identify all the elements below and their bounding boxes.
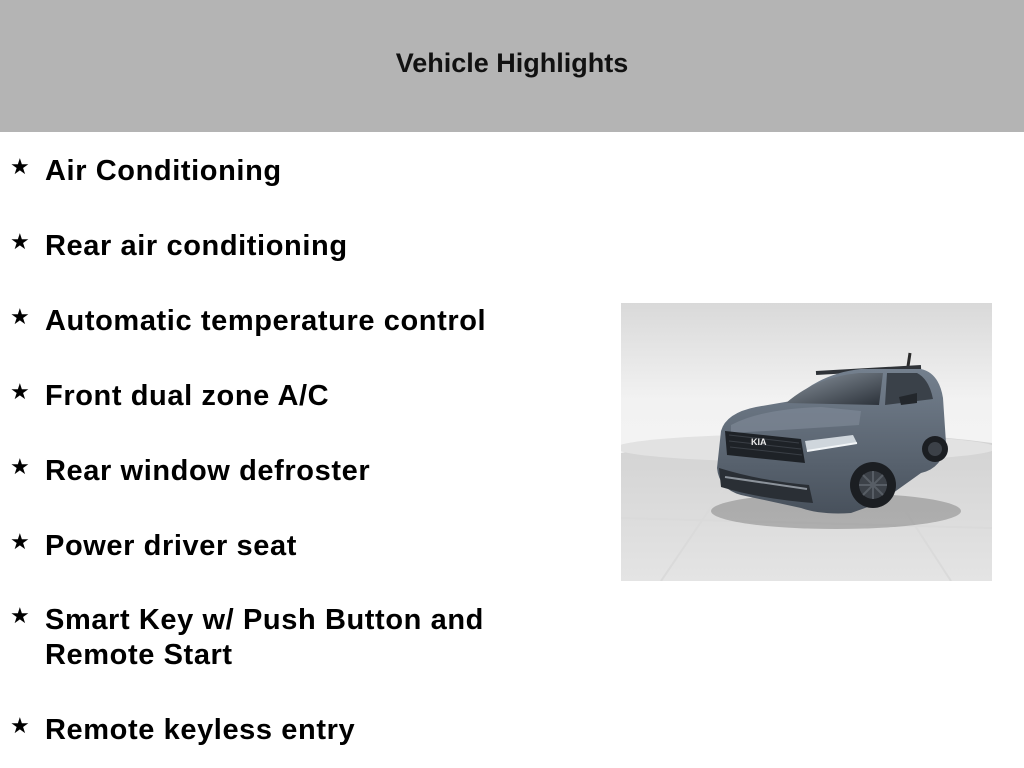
list-item (10, 229, 590, 264)
star-icon: ★ (10, 530, 30, 555)
header-bar (0, 0, 1024, 132)
list-item (10, 454, 590, 489)
feature-label: Power driver seat (45, 530, 297, 562)
star-icon: ★ (10, 380, 30, 405)
list-item (10, 154, 590, 189)
star-icon: ★ (10, 714, 30, 739)
list-item (10, 603, 590, 673)
kia-logo: KIA (751, 437, 767, 447)
feature-label: Automatic temperature control (45, 305, 487, 337)
star-icon: ★ (10, 604, 30, 629)
list-item (10, 304, 590, 339)
feature-label: Smart Key w/ Push Button and Remote Start (45, 604, 484, 671)
feature-label: Front dual zone A/C (45, 380, 330, 412)
list-item (10, 529, 590, 564)
vehicle-photo (621, 303, 992, 581)
feature-label: Rear window defroster (45, 455, 371, 487)
star-icon: ★ (10, 155, 30, 180)
star-icon: ★ (10, 230, 30, 255)
feature-label: Remote keyless entry (45, 714, 356, 746)
page-title: Vehicle Highlights (395, 48, 629, 78)
list-item (10, 379, 590, 414)
list-item (10, 713, 590, 748)
star-icon: ★ (10, 455, 30, 480)
feature-label: Rear air conditioning (45, 230, 348, 262)
star-icon: ★ (10, 305, 30, 330)
feature-label: Air Conditioning (45, 155, 282, 187)
